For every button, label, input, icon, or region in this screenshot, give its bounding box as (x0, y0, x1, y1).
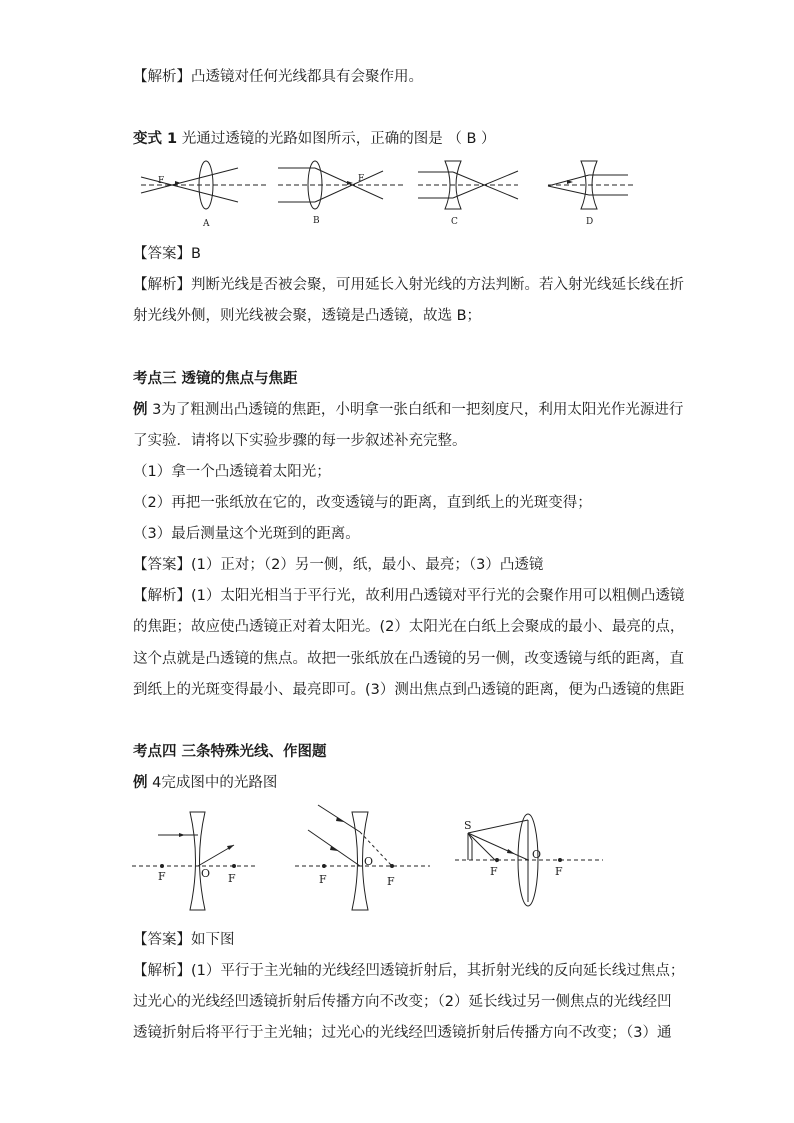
analysis-3-line-3: 这个点就是凸透镜的焦点。故把一张纸放在凸透镜的另一侧，改变透镜与纸的距离，直 (133, 651, 684, 667)
answer-3: 【答案】(1）正对；（2）另一侧，纸，最小、最亮；（3）凸透镜 (133, 557, 544, 573)
focus-label-b: F (358, 174, 365, 184)
center-1: O (201, 867, 211, 880)
example-3-line-2: 了实验．请将以下实验步骤的每一步叙述补充完整。 (133, 433, 467, 449)
step-3: （3）最后测量这个光斑到的距离。 (133, 526, 360, 542)
source-label: S (464, 819, 472, 832)
step-1: （1）拿一个凸透镜着太阳光； (133, 464, 331, 480)
focus-3-right: F (555, 865, 563, 878)
variant-lens-figure (133, 153, 653, 233)
analysis-variant-2: 射光线外侧，则光线被会聚，透镜是凸透镜，故选 B； (133, 308, 482, 324)
variant-label: 变式 1 (133, 131, 178, 147)
focus-2-left: F (319, 873, 327, 886)
variant-1-question (133, 129, 496, 149)
analysis-4-line-2: 过光心的光线经凹透镜折射后传播方向不改变；（2）延长线过另一侧焦点的光线经凹 (133, 994, 672, 1010)
focus-3-left: F (490, 865, 498, 878)
example-3-line-1 (133, 400, 683, 420)
focus-2-right: F (387, 875, 395, 888)
figure-label-a: A (203, 219, 210, 229)
example-4-figure (130, 800, 610, 920)
step-2: （2）再把一张纸放在它的，改变透镜与的距离，直到纸上的光斑变得； (133, 495, 592, 511)
example-3-label: 例 (133, 402, 148, 418)
answer-variant: 【答案】B (133, 246, 201, 262)
focus-label-a: F (158, 176, 165, 186)
center-3: O (532, 848, 542, 861)
ray-b-2 (315, 171, 383, 202)
analysis-4-line-1: 【解析】(1）平行于主光轴的光线经凹透镜折射后，其折射光线的反向延长线过焦点； (133, 963, 685, 979)
ray-3a (468, 820, 528, 833)
figure-label-d: D (586, 217, 594, 227)
example-4-line (133, 773, 277, 793)
example-4-text: 4完成图中的光路图 (147, 775, 278, 791)
analysis-3-line-4: 到纸上的光斑变得最小、最亮即可。(3）测出焦点到凸透镜的距离，便为凸透镜的焦距 (133, 682, 685, 698)
section-heading-3: 考点三 透镜的焦点与焦距 (133, 371, 298, 387)
example-4-label: 例 (133, 775, 148, 791)
figure-label-b: B (313, 216, 320, 226)
example-3-text: 3为了粗测出凸透镜的焦距，小明拿一张白纸和一把刻度尺，利用太阳光作光源进行 (147, 402, 684, 418)
answer-4: 【答案】如下图 (133, 932, 235, 948)
section-heading-4: 考点四 三条特殊光线、作图题 (133, 744, 327, 760)
concave-lens-1 (190, 812, 205, 910)
analysis-3-line-1: 【解析】(1）太阳光相当于平行光，故利用凸透镜对平行光的会聚作用可以粗侧凸透镜 (133, 588, 685, 604)
center-2: O (364, 855, 374, 868)
analysis-3-line-2: 的焦距；故应使凸透镜正对着太阳光。(2）太阳光在白纸上会聚成的最小、最亮的点， (133, 619, 685, 635)
analysis-variant-1: 【解析】判断光线是否被会聚，可用延长入射光线的方法判断。若入射光线延长线在折 (133, 277, 684, 293)
incident-ray-2b (308, 830, 360, 866)
analysis-4-line-3: 透镜折射后将平行于主光轴；过光心的光线经凹透镜折射后传播方向不改变；（3）通 (133, 1025, 672, 1041)
variant-text: 光通过透镜的光路如图所示，正确的图是 （ B ） (177, 131, 496, 147)
focus-1-right: F (228, 872, 236, 885)
figure-label-c: C (451, 217, 458, 227)
focus-1-left: F (158, 870, 166, 883)
analysis-line-1: 【解析】凸透镜对任何光线都具有会聚作用。 (133, 69, 423, 85)
ray-d-2 (548, 186, 589, 195)
